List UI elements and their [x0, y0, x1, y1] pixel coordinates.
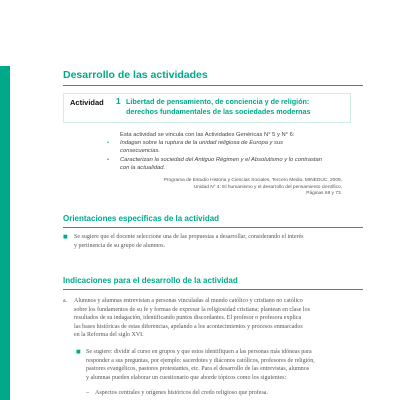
list-item-line: Caracterizan la sociedad del Antiguo Régimen y el Absolutismo y lo contrastan	[120, 157, 322, 163]
reference-line: Unidad N° 4: El humanismo y el desarrollo del pensamiento científico,	[193, 184, 342, 190]
paragraph-line: y alumnas pueden elaborar un cuestionario que aborde tópicos como los siguientes:	[86, 374, 287, 381]
paragraph-line: y pertinencia de su grupo de alumnos.	[74, 242, 166, 249]
intro-text: Esta actividad se vincula con las Actividades Genéricas N° 5 y N° 6:	[120, 132, 295, 138]
section-rule	[63, 289, 363, 290]
square-bullet-icon: ■	[63, 234, 68, 240]
title-rule	[63, 85, 363, 86]
paragraph-line: Alumnos y alumnas entrevistan a personas vinculadas al mundo católico y cristiano no católico	[74, 298, 303, 304]
indicaciones-heading: Indicaciones para el desarrollo de la actividad	[63, 276, 238, 285]
paragraph-line: responder a sus preguntas, por ejemplo: sacerdotes y diáconos católicos, profesores de religión,	[86, 357, 315, 364]
activity-title-line: derechos fundamentales de las sociedades modernas	[126, 106, 311, 116]
side-accent-bar	[0, 64, 10, 400]
paragraph-line: las bases históricas de estas diferencias, apelando a los acontecimientos y procesos enmarcados	[74, 323, 303, 330]
activity-label: Actividad	[70, 98, 104, 107]
list-item-line: Indagan sobre la ruptura de la unidad religiosa de Europa y sus	[120, 140, 284, 146]
list-item-line: con la actualidad.	[120, 165, 166, 171]
item-marker: a.	[63, 298, 68, 304]
dash-marker: –	[86, 390, 89, 396]
list-item	[107, 139, 340, 155]
paragraph-line: sobre los fundamentos de su fe y formas de expresar la religiosidad cristiana; plantean en clase los	[74, 306, 310, 313]
bullet-icon: •	[107, 140, 110, 146]
list-item	[107, 156, 340, 172]
list-item-line: consecuencias.	[120, 148, 160, 154]
paragraph-line: Se sugiere: dividir al curso en grupos y que estos identifiquen a las personas más idóneas para	[86, 349, 312, 355]
orientaciones-item	[63, 233, 353, 250]
paragraph-line: pastores evangélicos, pastores protestantes, etc. Para el desarrollo de las entrevistas, alumnos	[86, 366, 310, 372]
activity-title-line: Libertad de pensamiento, de conciencia y de religión:	[126, 97, 310, 106]
paragraph-line: Se sugiere que el docente seleccione una de las propuestas a desarrollar, considerando el interés	[74, 234, 304, 240]
activity-title	[126, 97, 346, 116]
sub-bullet-item	[76, 348, 356, 382]
side-bar-notch	[0, 52, 28, 66]
paragraph-line: en la Reforma del siglo XVI.	[74, 332, 144, 338]
orientaciones-heading: Orientaciones específicas de la actividad	[63, 214, 220, 223]
section-title: Desarrollo de las actividades	[63, 69, 208, 81]
square-bullet-icon: ■	[76, 349, 81, 355]
reference-citation	[132, 178, 342, 198]
section-rule	[63, 227, 363, 228]
activity-box	[63, 93, 351, 123]
reference-line: Programa de Estudio Historia y Ciencias Sociales, Tercero Medio, MINEDUC, 2009,	[163, 178, 342, 183]
item-a	[63, 297, 353, 340]
bullet-icon: •	[107, 157, 110, 163]
activity-number: 1	[116, 97, 121, 106]
dash-item	[86, 389, 356, 398]
reference-line: Páginas 68 y 73.	[306, 191, 342, 196]
paragraph-line: Aspectos centrales y orígenes históricos del credo religioso que profesa.	[95, 390, 268, 396]
paragraph-line: resultados de su indagación, identificando puntos discordantes. El profesor o profesora explica	[74, 315, 302, 321]
